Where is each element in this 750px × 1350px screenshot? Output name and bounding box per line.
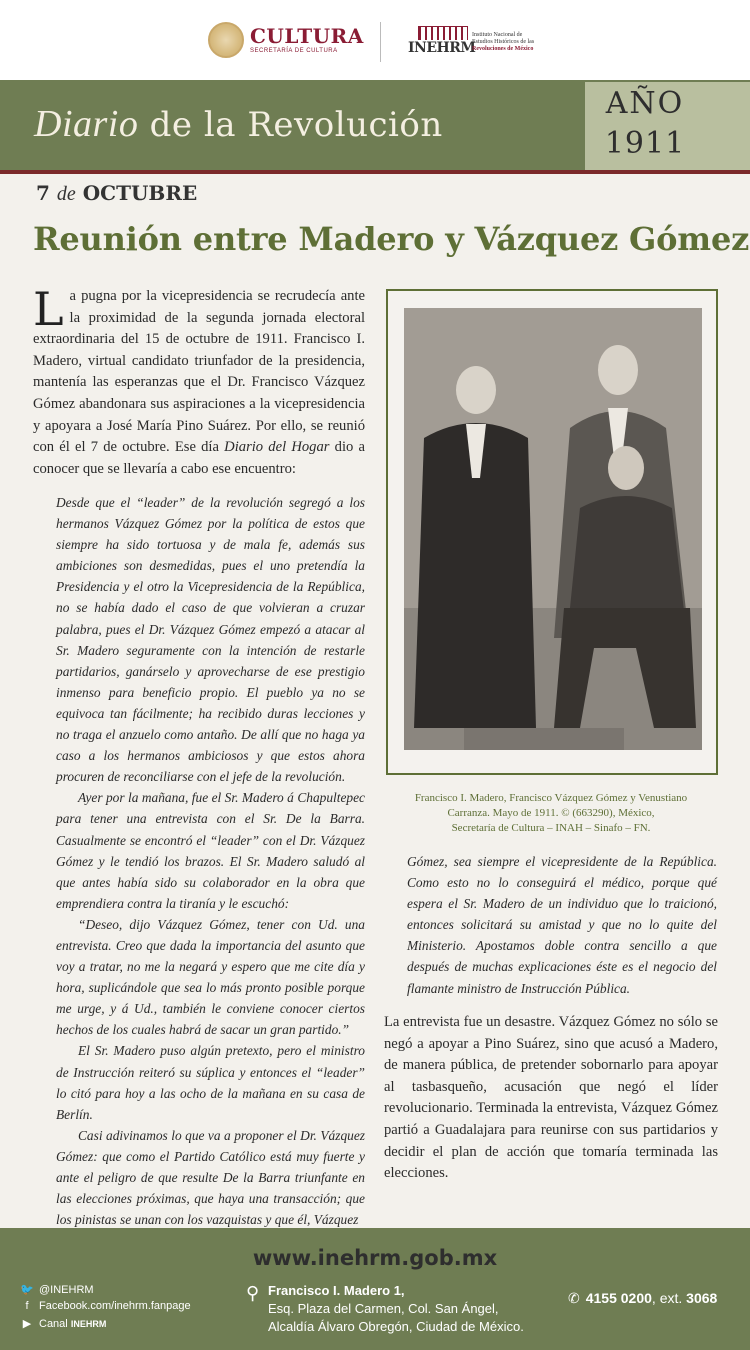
facebook-link[interactable]: f Facebook.com/inehrm.fanpage: [20, 1300, 191, 1312]
footer: [0, 1228, 750, 1350]
quote-paragraph: “Deseo, dijo Vázquez Gómez, tener con Ud. una entrevista. Creo que dada la importancia del asunto que voy a tratar, no me la negará y espero que me cite día y hora, suplicándole que sea lo más pronto posible porque me urge, y á Ud., también le conviene conocer ciertos hechos de los cuales habrá de sacar un gran partido.”: [56, 916, 365, 1038]
location-pin-icon: ⚲: [246, 1283, 260, 1303]
historical-photo[interactable]: [404, 308, 702, 750]
quote-paragraph: Desde que el “leader” de la revolución segregó a los hermanos Vázquez Gómez por la política de estos que siempre ha sido tortuosa y de mala fe, además sus ambiciones son desmedidas, pues el uno pretendía la Presidencia y el otro la Vicepresidencia de la República, no se había dado el caso de que volvieran a cruzar palabra, pues el Dr. Vázquez Gómez empezó a atacar al Sr. Madero seguramente con la intención de restarle partidarios, ganárselo y aprovecharse de ese prestigio inmenso para beneficio propio. El pueblo ya no se equivoca tan fácilmente; ha recibido duras lecciones y no traga el anzuelo como antaño. De allí que no haga ya caso a los hermanos ambiciosos y que estos ahora procuren de reconciliarse con el jefe de la revolución.: [56, 495, 365, 785]
quote-paragraph: Gómez, sea siempre el vicepresidente de la República. Como esto no lo conseguirá el médico, porque qué espera el Sr. Madero de un individuo que lo traicionó, entonces solicitará su amistad y que no lo quite del Ministerio. Apostamos doble contra sencillo a que después de muchas explicaciones éste es el negocio del flamante ministro de Instrucción Pública.: [407, 854, 717, 996]
header-rule: [0, 170, 750, 174]
quote-continued: [407, 851, 717, 999]
building-icon: [418, 26, 468, 40]
logo-bar: [0, 0, 750, 80]
logo-divider: [380, 22, 381, 62]
twitter-link[interactable]: 🐦 @INEHRM: [20, 1284, 94, 1296]
facebook-icon: f: [25, 1300, 29, 1312]
year-box: [585, 82, 750, 170]
photo-illustration: [404, 308, 702, 750]
cultura-name: CULTURA: [250, 24, 364, 48]
drop-cap: L: [33, 282, 64, 336]
publication-title: Diario de la Revolución: [34, 103, 443, 145]
seal-icon: [208, 22, 244, 58]
quote-paragraph: Ayer por la mañana, fue el Sr. Madero á Chapultepec para tener una entrevista con el Sr. De la Barra. Casualmente se encontró el “leader” con el Dr. Vázquez Gómez y le tendió los brazos. El Sr. Madero saludó al que antes había sido su colaborador en la obra que emprendiera contra la tiranía y le escuchó:: [56, 790, 365, 911]
article-headline: Reunión entre Madero y Vázquez Gómez: [33, 220, 750, 258]
phone-number[interactable]: ✆ 4155 0200, ext. 3068: [568, 1290, 718, 1306]
article-date: 7 de OCTUBRE: [36, 181, 198, 205]
cultura-subtitle: SECRETARÍA DE CULTURA: [250, 48, 338, 54]
closing-paragraph: La entrevista fue un desastre. Vázquez Gómez no sólo se negó a apoyar a Pino Suárez, sino que acusó a Madero, de manera pública, de pretender sobornarlo para apoyar al tasbasqueño, acusación que negó el líder revolucionario. Terminada la entrevista, Vázquez Gómez partió a Guadalajara para reunirse con sus partidarios y decidir el plan de acción que tomaría terminada las elecciones.: [384, 1014, 718, 1182]
website-link[interactable]: www.inehrm.gob.mx: [252, 1246, 498, 1270]
inehrm-logo[interactable]: [408, 26, 548, 60]
closing-column: [384, 1012, 718, 1185]
address: Francisco I. Madero 1, Esq. Plaza del Carmen, Col. San Ángel, Alcaldía Álvaro Obregón, Ciudad de México.: [268, 1283, 524, 1334]
year-value: 1911: [604, 126, 686, 161]
quote-paragraph: Casi adivinamos lo que va a proponer el Dr. Vázquez Gómez: que como el Partido Católico está muy fuerte y ante el peligro de que resulte De la Barra triunfante en las elecciones próximas, que haya una transacción; que los pinistas se unan con los vazquistas y que él, Vázquez: [56, 1127, 365, 1228]
youtube-link[interactable]: ▶ Canal INEHRM: [20, 1317, 106, 1330]
year-label: AÑO: [605, 86, 685, 121]
photo-caption: Francisco I. Madero, Francisco Vázquez Gómez y Venustiano Carranza. Mayo de 1911. © (663290), México, Secretaría de Cultura – INAH – Sinafo – FN.: [414, 792, 688, 834]
quote-paragraph: El Sr. Madero puso algún pretexto, pero el ministro de Instrucción reiteró su súplica y entonces el “leader” lo citó para hoy a las ocho de la mañana en su casa de Berlín.: [56, 1043, 365, 1122]
inehrm-abbr: INEHRM: [408, 40, 476, 56]
left-column: [33, 282, 365, 480]
quote-block: [56, 492, 365, 1230]
cultura-logo[interactable]: [208, 22, 364, 62]
twitter-icon: 🐦: [20, 1284, 34, 1296]
inehrm-full-name: Instituto Nacional de Estudios Históricos de las Revoluciones de México: [472, 32, 535, 52]
youtube-icon: ▶: [22, 1318, 32, 1330]
intro-paragraph: La pugna por la vicepresidencia se recrudecía ante la proximidad de la segunda jornada electoral extraordinaria del 15 de octubre de 1911. Francisco I. Madero, virtual candidato triunfador de la presidencia, mantenía las esperanzas que el Dr. Francisco Vázquez Gómez abandonara sus aspiraciones a la vicepresidencia y apoyara a José María Pino Suárez. Por ello, se reunió con él el 7 de octubre. Ese día Diario del Hogar dio a conocer que se llevaría a cabo ese encuentro:: [33, 282, 365, 477]
phone-icon: ✆: [568, 1290, 580, 1306]
